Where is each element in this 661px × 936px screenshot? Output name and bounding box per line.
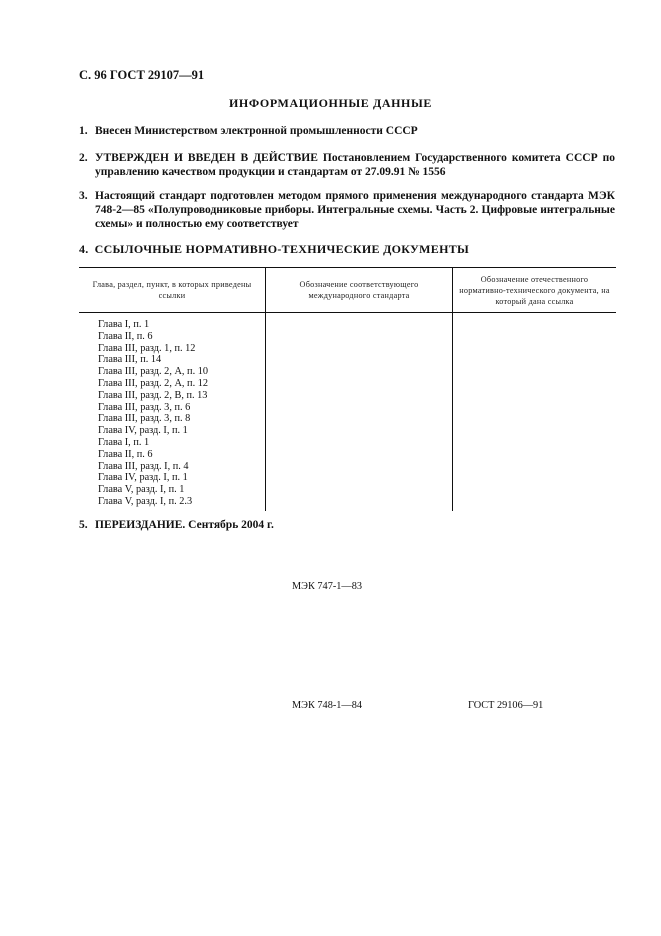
info-item-2 xyxy=(79,151,615,179)
reference-line: Глава II, п. 6 xyxy=(98,448,153,460)
reference-line: Глава I, п. 1 xyxy=(98,319,150,330)
reference-line: Глава II, п. 6 xyxy=(98,330,153,342)
item-number: 2. xyxy=(79,152,88,164)
table-row xyxy=(79,313,616,511)
reference-line: Глава III, разд. I, п. 4 xyxy=(98,460,189,472)
international-standard: МЭК 748-1—84 xyxy=(292,699,363,711)
info-item-1 xyxy=(79,124,615,138)
reference-line: Глава IV, разд. I, п. 1 xyxy=(98,472,188,484)
reference-line: Глава V, разд. I, п. 1 xyxy=(98,484,185,496)
item-lead: УТВЕРЖДЕН И ВВЕДЕН В ДЕЙСТВИЕ xyxy=(95,152,318,164)
reference-line: Глава III, разд. 2, А, п. 12 xyxy=(98,377,209,389)
section-title: ССЫЛОЧНЫЕ НОРМАТИВНО-ТЕХНИЧЕСКИЕ ДОКУМЕНТЫ xyxy=(94,242,470,256)
section-number: 4. xyxy=(79,242,89,256)
national-cell xyxy=(453,313,617,711)
column-header-national: Обозначение отечественного нормативно-технического документа, на который дана ссылка xyxy=(453,268,617,313)
reference-line: Глава I, п. 1 xyxy=(98,436,150,448)
international-cell xyxy=(266,313,453,711)
item-text: Постановлением Государственного комитета СССР по управлению качеством продукции и стандартам от 27.09.91 № 1556 xyxy=(95,152,615,178)
column-header-references: Глава, раздел, пункт, в которых приведены ссылки xyxy=(79,268,266,313)
page-header: С. 96 ГОСТ 29107—91 xyxy=(79,68,205,82)
section-4-heading xyxy=(79,242,469,257)
info-item-3 xyxy=(79,189,615,231)
reference-line: Глава IV, разд. I, п. 1 xyxy=(98,425,188,437)
item-text: Настоящий стандарт подготовлен методом прямого применения международного стандарта МЭК 748-2—85 «Полупроводниковые приборы. Интегральные схемы. Часть 2. Цифровые интегральные схемы» и полностью ему соответствует xyxy=(95,190,615,230)
column-header-international: Обозначение соответствующего международного стандарта xyxy=(266,268,453,313)
reference-line: Глава III, разд. 3, п. 8 xyxy=(98,413,191,425)
reference-line: Глава III, разд. 3, п. 6 xyxy=(98,401,191,413)
page-title: ИНФОРМАЦИОННЫЕ ДАННЫЕ xyxy=(229,96,432,110)
item-text-wrapper xyxy=(95,151,615,179)
reference-line: Глава III, разд. 2, А, п. 10 xyxy=(98,366,209,378)
item-number: 1. xyxy=(79,125,88,137)
reference-line: Глава III, разд. 2, В, п. 13 xyxy=(98,389,208,401)
reference-line: Глава III, разд. 1, п. 12 xyxy=(98,342,196,354)
info-item-5 xyxy=(79,518,615,532)
references-cell xyxy=(79,313,266,511)
item-number: 5. xyxy=(79,519,88,531)
reference-line: Глава III, п. 14 xyxy=(98,354,162,366)
item-number: 3. xyxy=(79,190,88,202)
national-standard: ГОСТ 29106—91 xyxy=(468,699,544,711)
international-standard: МЭК 747-1—83 xyxy=(292,580,363,592)
item-text: ПЕРЕИЗДАНИЕ. Сентябрь 2004 г. xyxy=(95,519,274,531)
table-header-row xyxy=(79,268,616,313)
reference-line: Глава V, разд. I, п. 2.3 xyxy=(98,495,193,507)
item-text: Внесен Министерством электронной промышленности СССР xyxy=(95,125,418,137)
